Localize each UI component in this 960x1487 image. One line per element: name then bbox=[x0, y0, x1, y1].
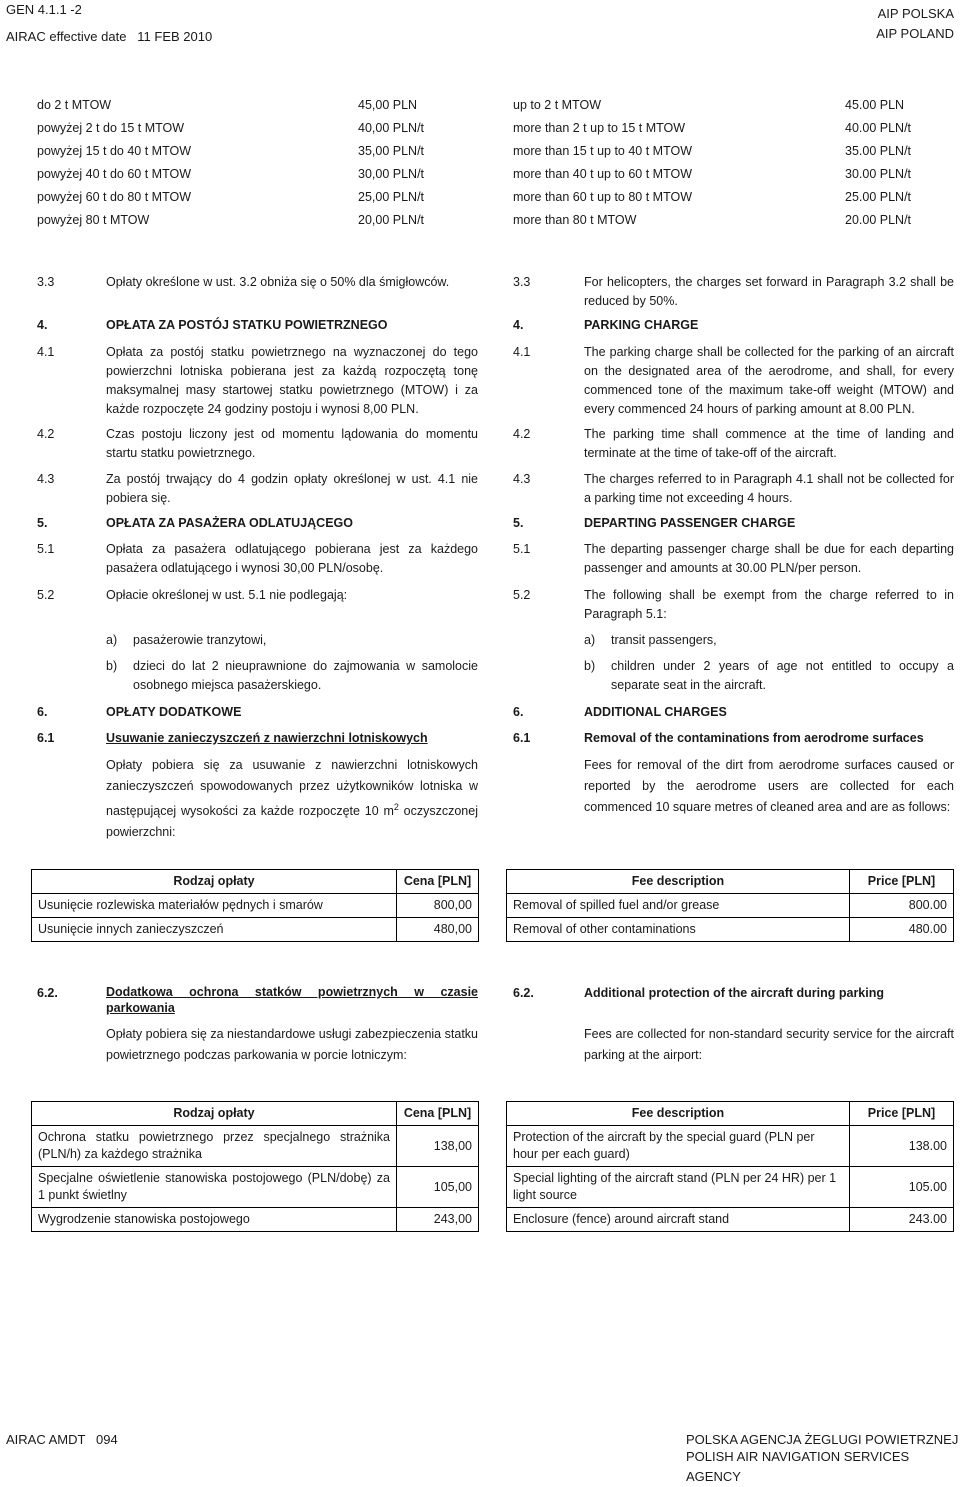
pl-para-text: Opłata za pasażera odlatującego pobierana jest za każdego pasażera odlatującego i wynosi 30,00 PLN/osobę. bbox=[106, 542, 478, 575]
fee-table-pl-2 bbox=[31, 1101, 479, 1232]
pl-list-marker: b) bbox=[106, 659, 118, 673]
en-para-text: The following shall be exempt from the charge referred to in Paragraph 5.1: bbox=[584, 588, 954, 621]
table-header: Cena [PLN] bbox=[397, 870, 479, 894]
en-section-num: 5. bbox=[513, 516, 524, 530]
en-para-num: 4.3 bbox=[513, 472, 531, 486]
table-cell: Usunięcie rozlewiska materiałów pędnych i smarów bbox=[32, 894, 397, 918]
rate-value: 35.00 PLN/t bbox=[845, 144, 912, 158]
en-para-num: 5.2 bbox=[513, 588, 531, 602]
rate-label: more than 2 t up to 15 t MTOW bbox=[513, 121, 686, 135]
rate-label: more than 80 t MTOW bbox=[513, 213, 637, 227]
pl-list-marker: a) bbox=[106, 633, 118, 647]
rate-value: 25,00 PLN/t bbox=[358, 190, 425, 204]
pl-list-text: pasażerowie tranzytowi, bbox=[133, 633, 267, 647]
table-cell: 480.00 bbox=[850, 918, 954, 942]
rate-label: more than 40 t up to 60 t MTOW bbox=[513, 167, 693, 181]
amendment-number: AIRAC AMDT 094 bbox=[6, 1432, 118, 1447]
pl-para-text: Opłaty określone w ust. 3.2 obniża się o 50% dla śmigłowców. bbox=[106, 275, 450, 289]
en-para-text: The charges referred to in Paragraph 4.1 shall not be collected for a parking time not exceeding 4 hours. bbox=[584, 472, 954, 505]
table-cell: 105.00 bbox=[850, 1167, 954, 1208]
pl-para-text: Opłata za postój statku powietrznego na wyznaczonej do tego powierzchni lotniska pobierana jest za każdą rozpoczętą tonę maksymalnej masy startowej statku powietrznego (MTOW) i za każde rozpoczęte 24 godziny postoju i wynosi 8,00 PLN. bbox=[106, 345, 478, 416]
table-header-row bbox=[32, 870, 479, 894]
pl-para-text: Za postój trwający do 4 godzin opłaty określonej w ust. 4.1 nie pobiera się. bbox=[106, 472, 478, 505]
aip-polska: AIP POLSKA bbox=[877, 6, 954, 21]
en-para-text: Fees are collected for non-standard security service for the aircraft parking at the airport: bbox=[584, 1027, 954, 1062]
table-cell: 138,00 bbox=[397, 1126, 479, 1167]
en-section-title: DEPARTING PASSENGER CHARGE bbox=[584, 516, 796, 530]
pl-section-num: 6. bbox=[37, 705, 48, 719]
table-row bbox=[32, 894, 479, 918]
rate-value: 20.00 PLN/t bbox=[845, 213, 912, 227]
rate-value: 30,00 PLN/t bbox=[358, 167, 425, 181]
pl-para-num: 4.3 bbox=[37, 472, 55, 486]
table-row bbox=[507, 1167, 954, 1208]
table-cell: 138.00 bbox=[850, 1126, 954, 1167]
superscript: 2 bbox=[393, 802, 399, 812]
pl-text-part: Opłaty pobiera się za usuwanie z nawierzchni lotniskowych zanieczyszczeń spowodowanych przez użytkowników lotniska w następującej wysokości za każde rozpoczęte 10 m bbox=[106, 758, 478, 819]
en-para-num: 4.2 bbox=[513, 427, 531, 441]
table-cell: 243,00 bbox=[397, 1208, 479, 1232]
effective-label: AIRAC effective date bbox=[6, 29, 127, 44]
rate-label: powyżej 15 t do 40 t MTOW bbox=[37, 144, 191, 158]
fee-table-en-1 bbox=[506, 869, 954, 942]
pl-para-text: Opłacie określonej w ust. 5.1 nie podlegają: bbox=[106, 588, 348, 602]
pl-section-title: OPŁATY DODATKOWE bbox=[106, 705, 242, 719]
doc-id: GEN 4.1.1 -2 bbox=[6, 2, 82, 17]
table-cell: 800,00 bbox=[397, 894, 479, 918]
rate-value: 35,00 PLN/t bbox=[358, 144, 425, 158]
pl-list-text: dzieci do lat 2 nieuprawnione do zajmowania w samolocie osobnego miejsca pasażerskiego. bbox=[133, 659, 478, 692]
pl-section-num: 4. bbox=[37, 318, 48, 332]
en-subsection-num: 6.1 bbox=[513, 731, 531, 745]
en-section-title: PARKING CHARGE bbox=[584, 318, 699, 332]
rate-label: up to 2 t MTOW bbox=[513, 98, 601, 112]
en-subsection-title: Removal of the contaminations from aerodrome surfaces bbox=[584, 731, 924, 745]
en-para-text: Fees for removal of the dirt from aerodrome surfaces caused or reported by the aerodrome users are collected for each commenced 10 square metres of cleaned area and are as follows: bbox=[584, 758, 954, 814]
pl-text-part: oczyszczonej powierzchni: bbox=[106, 804, 478, 840]
pl-subsection-title: Usuwanie zanieczyszczeń z nawierzchni lotniskowych bbox=[106, 731, 428, 745]
table-cell: 480,00 bbox=[397, 918, 479, 942]
fee-table-pl-1 bbox=[31, 869, 479, 942]
en-para-num: 5.1 bbox=[513, 542, 531, 556]
pl-para-num: 4.1 bbox=[37, 345, 55, 359]
rate-value: 45.00 PLN bbox=[845, 98, 905, 112]
pl-para-text bbox=[106, 755, 478, 843]
table-cell: 800.00 bbox=[850, 894, 954, 918]
table-header: Cena [PLN] bbox=[397, 1102, 479, 1126]
table-header: Price [PLN] bbox=[850, 870, 954, 894]
pl-subsection-num: 6.1 bbox=[37, 731, 55, 745]
table-header-row bbox=[507, 870, 954, 894]
table-header-row bbox=[32, 1102, 479, 1126]
rate-value: 20,00 PLN/t bbox=[358, 213, 425, 227]
rate-value: 40.00 PLN/t bbox=[845, 121, 912, 135]
rate-label: more than 15 t up to 40 t MTOW bbox=[513, 144, 693, 158]
pl-para-num: 3.3 bbox=[37, 275, 55, 289]
table-cell: 105,00 bbox=[397, 1167, 479, 1208]
table-header: Fee description bbox=[507, 870, 850, 894]
en-section-num: 4. bbox=[513, 318, 524, 332]
table-row bbox=[32, 918, 479, 942]
rate-label: powyżej 2 t do 15 t MTOW bbox=[37, 121, 185, 135]
rate-label: powyżej 40 t do 60 t MTOW bbox=[37, 167, 191, 181]
org-name-en: POLISH AIR NAVIGATION SERVICES AGENCY bbox=[686, 1449, 910, 1484]
table-row bbox=[507, 1126, 954, 1167]
table-cell: Usunięcie innych zanieczyszczeń bbox=[32, 918, 397, 942]
rate-value: 30.00 PLN/t bbox=[845, 167, 912, 181]
table-cell: Removal of other contaminations bbox=[507, 918, 850, 942]
table-row bbox=[32, 1167, 479, 1208]
en-section-num: 6. bbox=[513, 705, 524, 719]
en-para-text: For helicopters, the charges set forward in Paragraph 3.2 shall be reduced by 50%. bbox=[584, 275, 954, 308]
en-list-text: transit passengers, bbox=[611, 633, 717, 647]
en-subsection-num: 6.2. bbox=[513, 986, 534, 1000]
table-row bbox=[32, 1126, 479, 1167]
table-cell: Wygrodzenie stanowiska postojowego bbox=[32, 1208, 397, 1232]
pl-para-num: 5.2 bbox=[37, 588, 55, 602]
pl-para-num: 5.1 bbox=[37, 542, 55, 556]
rate-label: do 2 t MTOW bbox=[37, 98, 112, 112]
table-cell: Enclosure (fence) around aircraft stand bbox=[507, 1208, 850, 1232]
rate-label: powyżej 60 t do 80 t MTOW bbox=[37, 190, 191, 204]
table-cell: Removal of spilled fuel and/or grease bbox=[507, 894, 850, 918]
rate-value: 25.00 PLN/t bbox=[845, 190, 912, 204]
table-cell: Special lighting of the aircraft stand (PLN per 24 HR) per 1 light source bbox=[507, 1167, 850, 1208]
rate-label: powyżej 80 t MTOW bbox=[37, 213, 150, 227]
table-cell: Ochrona statku powietrznego przez specjalnego strażnika (PLN/h) za każdego strażnika bbox=[32, 1126, 397, 1167]
pl-section-num: 5. bbox=[37, 516, 48, 530]
fee-table-en-2 bbox=[506, 1101, 954, 1232]
table-header-row bbox=[507, 1102, 954, 1126]
pl-para-text: Opłaty pobiera się za niestandardowe usługi zabezpieczenia statku powietrznego podczas parkowania w porcie lotniczym: bbox=[106, 1027, 478, 1062]
table-row bbox=[32, 1208, 479, 1232]
aip-poland: AIP POLAND bbox=[876, 26, 954, 41]
en-list-marker: a) bbox=[584, 633, 596, 647]
table-row bbox=[507, 894, 954, 918]
effective-date: 11 FEB 2010 bbox=[137, 29, 213, 44]
pl-section-title: OPŁATA ZA POSTÓJ STATKU POWIETRZNEGO bbox=[106, 318, 388, 332]
pl-para-num: 4.2 bbox=[37, 427, 55, 441]
table-header: Price [PLN] bbox=[850, 1102, 954, 1126]
table-cell: Protection of the aircraft by the special guard (PLN per hour per each guard) bbox=[507, 1126, 850, 1167]
table-header: Fee description bbox=[507, 1102, 850, 1126]
pl-section-title: OPŁATA ZA PASAŻERA ODLATUJĄCEGO bbox=[106, 516, 353, 530]
en-subsection-title: Additional protection of the aircraft during parking bbox=[584, 986, 885, 1000]
en-list-text: children under 2 years of age not entitled to occupy a separate seat in the aircraft. bbox=[611, 659, 954, 692]
org-name-pl: POLSKA AGENCJA ŻEGLUGI POWIETRZNEJ bbox=[686, 1432, 959, 1447]
table-cell: 243.00 bbox=[850, 1208, 954, 1232]
pl-subsection-num: 6.2. bbox=[37, 986, 58, 1000]
pl-para-text: Czas postoju liczony jest od momentu lądowania do momentu startu statku powietrznego. bbox=[106, 427, 478, 460]
en-para-text: The parking time shall commence at the time of landing and terminate at the time of take-off of the aircraft. bbox=[584, 427, 954, 460]
table-row bbox=[507, 1208, 954, 1232]
table-row bbox=[507, 918, 954, 942]
table-header: Rodzaj opłaty bbox=[32, 870, 397, 894]
pl-subsection-title: Dodatkowa ochrona statków powietrznych w czasie parkowania bbox=[106, 985, 478, 1015]
rate-value: 45,00 PLN bbox=[358, 98, 418, 112]
rate-label: more than 60 t up to 80 t MTOW bbox=[513, 190, 693, 204]
rate-value: 40,00 PLN/t bbox=[358, 121, 425, 135]
en-section-title: ADDITIONAL CHARGES bbox=[584, 705, 727, 719]
table-cell: Specjalne oświetlenie stanowiska postojowego (PLN/dobę) za 1 punkt świetlny bbox=[32, 1167, 397, 1208]
en-para-text: The departing passenger charge shall be due for each departing passenger and amounts at 30.00 PLN/per person. bbox=[584, 542, 954, 575]
en-list-marker: b) bbox=[584, 659, 596, 673]
table-header: Rodzaj opłaty bbox=[32, 1102, 397, 1126]
en-para-text: The parking charge shall be collected for the parking of an aircraft on the designated area of the aerodrome, and shall, for every commenced tone of the maximum take-off weight (MTOW) and every commenced 24 hours of parking amount at 8.00 PLN. bbox=[584, 345, 954, 416]
en-para-num: 3.3 bbox=[513, 275, 531, 289]
en-para-num: 4.1 bbox=[513, 345, 531, 359]
effective-date-line bbox=[6, 27, 212, 47]
